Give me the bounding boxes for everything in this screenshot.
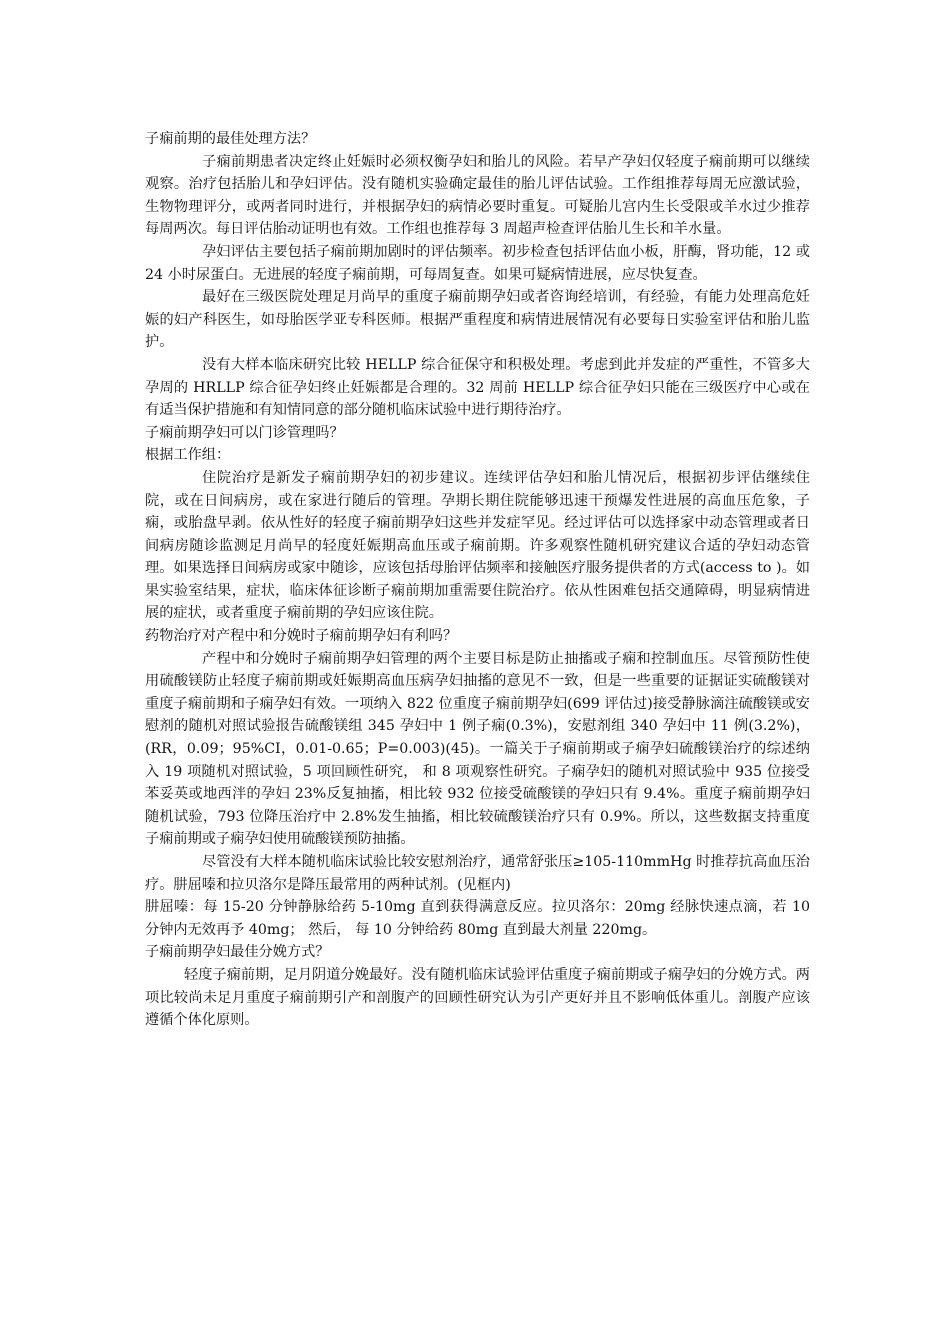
paragraph-dosage-box: 肼屈嗪：每 15-20 分钟静脉给药 5-10mg 直到获得满意反应。拉贝洛尔：20mg 经脉快速点滴，若 10 分钟内无效再予 40mg； 然后， 每 10 分钟给药 80mg 直到最大剂量 220mg。: [145, 899, 815, 938]
section-heading-outpatient: 子痫前期孕妇可以门诊管理吗？: [145, 424, 344, 441]
paragraph-tertiary-hospital: 最好在三级医院处理足月尚早的重度子痫前期孕妇或者咨询经培训，有经验，有能力处理高危妊娠的妇产科医生，如母胎医学亚专科医师。根据严重程度和病情进展情况有必要每日实验室评估和胎儿监护。: [145, 289, 810, 351]
paragraph-antihypertensive: 尽管没有大样本随机临床试验比较安慰剂治疗，通常舒张压≥105-110mmHg 时推荐抗高血压治疗。肼屈嗪和拉贝洛尔是降压最常用的两种试剂。(见框内): [145, 854, 810, 893]
paragraph-delivery-mode: 轻度子痫前期，足月阴道分娩最好。没有随机临床试验评估重度子痫前期或子痫孕妇的分娩方式。两项比较尚未足月重度子痫前期引产和剖腹产的回顾性研究认为引产更好并且不影响低体重儿。剖腹产应该遵循个体化原则。: [145, 966, 810, 1029]
paragraph-inpatient-treatment: 住院治疗是新发子痫前期孕妇的初步建议。连续评估孕妇和胎儿情况后，根据初步评估继续住院，或在日间病房，或在家进行随后的管理。孕期长期住院能够迅速干预爆发性进展的高血压危象，子痫，或胎盘早剥。依从性好的轻度子痫前期孕妇这些并发症罕见。经过评估可以选择家中动态管理或者日间病房随诊监测足月尚早的轻度妊娠期高血压或子痫前期。许多观察性随机研究建议合适的孕妇动态管理。如果选择日间病房或家中随诊，应该包括母胎评估频率和接触医疗服务提供者的方式(access to )。如果实验室结果，症状，临床体征诊断子痫前期加重需要住院治疗。依从性困难包括交通障碍，明显病情进展的症状，或者重度子痫前期的孕妇应该住院。: [145, 469, 810, 622]
document-page: [145, 128, 815, 1032]
section-heading-drug-therapy: 药物治疗对产程中和分娩时子痫前期孕妇有利吗？: [145, 628, 458, 645]
paragraph-magnesium-sulfate: 产程中和分娩时子痫前期孕妇管理的两个主要目标是防止抽搐或子痫和控制血压。尽管预防性使用硫酸镁防止轻度子痫前期或妊娠期高血压病孕妇抽搐的意见不一致，但是一些重要的证据证实硫酸镁对重度子痫前期和子痫孕妇有效。一项纳入 822 位重度子痫前期孕妇(699 评估过)接受静脉滴注硫酸镁或安慰剂的随机对照试验报告硫酸镁组 345 孕妇中 1 例子痫(0.3%)，安慰剂组 340 孕妇中 11 例(3.2%)，(RR，0.09；95%CI，0.01-0.65；P=0.003)(45)。一篇关于子痫前期或子痫孕妇硫酸镁治疗的综述纳入 19 项随机对照试验，5 项回顾性研究， 和 8 项观察性研究。子痫孕妇的随机对照试验中 935 位接受苯妥英或地西泮的孕妇 23%反复抽搐，相比较 932 位接受硫酸镁的孕妇只有 9.4%。重度子痫前期孕妇随机试验，793 位降压治疗中 2.8%发生抽搐，相比较硫酸镁治疗只有 0.9%。所以，这些数据支持重度子痫前期或子痫孕妇使用硫酸镁预防抽搐。: [145, 650, 810, 848]
paragraph-termination-risk: 子痫前期患者决定终止妊娠时必须权衡孕妇和胎儿的风险。若早产孕妇仅轻度子痫前期可以继续观察。治疗包括胎儿和孕妇评估。没有随机实验确定最佳的胎儿评估试验。工作组推荐每周无应激试验，生物物理评分，或两者同时进行，并根据孕妇的病情必要时重复。可疑胎儿宫内生长受限或羊水过少推荐每周两次。每日评估胎动证明也有效。工作组也推荐每 3 周超声检查评估胎儿生长和羊水量。: [145, 153, 810, 238]
paragraph-hellp: 没有大样本临床研究比较 HELLP 综合征保守和积极处理。考虑到此并发症的严重性，不管多大孕周的 HRLLP 综合征孕妇终止妊娠都是合理的。32 周前 HELLP 综合征孕妇只能在三级医疗中心或在有适当保护措施和有知情同意的部分随机临床试验中进行期待治疗。: [145, 356, 810, 419]
paragraph-maternal-assessment: 孕妇评估主要包括子痫前期加剧时的评估频率。初步检查包括评估血小板，肝酶，肾功能，12 或 24 小时尿蛋白。无进展的轻度子痫前期，可每周复查。如果可疑病情进展，应尽快复查。: [145, 243, 815, 283]
section-heading-delivery-mode: 子痫前期孕妇最佳分娩方式？: [145, 944, 330, 961]
section-heading-best-management: 子痫前期的最佳处理方法？: [145, 131, 316, 147]
section-heading-task-force: 根据工作组：: [145, 447, 231, 464]
